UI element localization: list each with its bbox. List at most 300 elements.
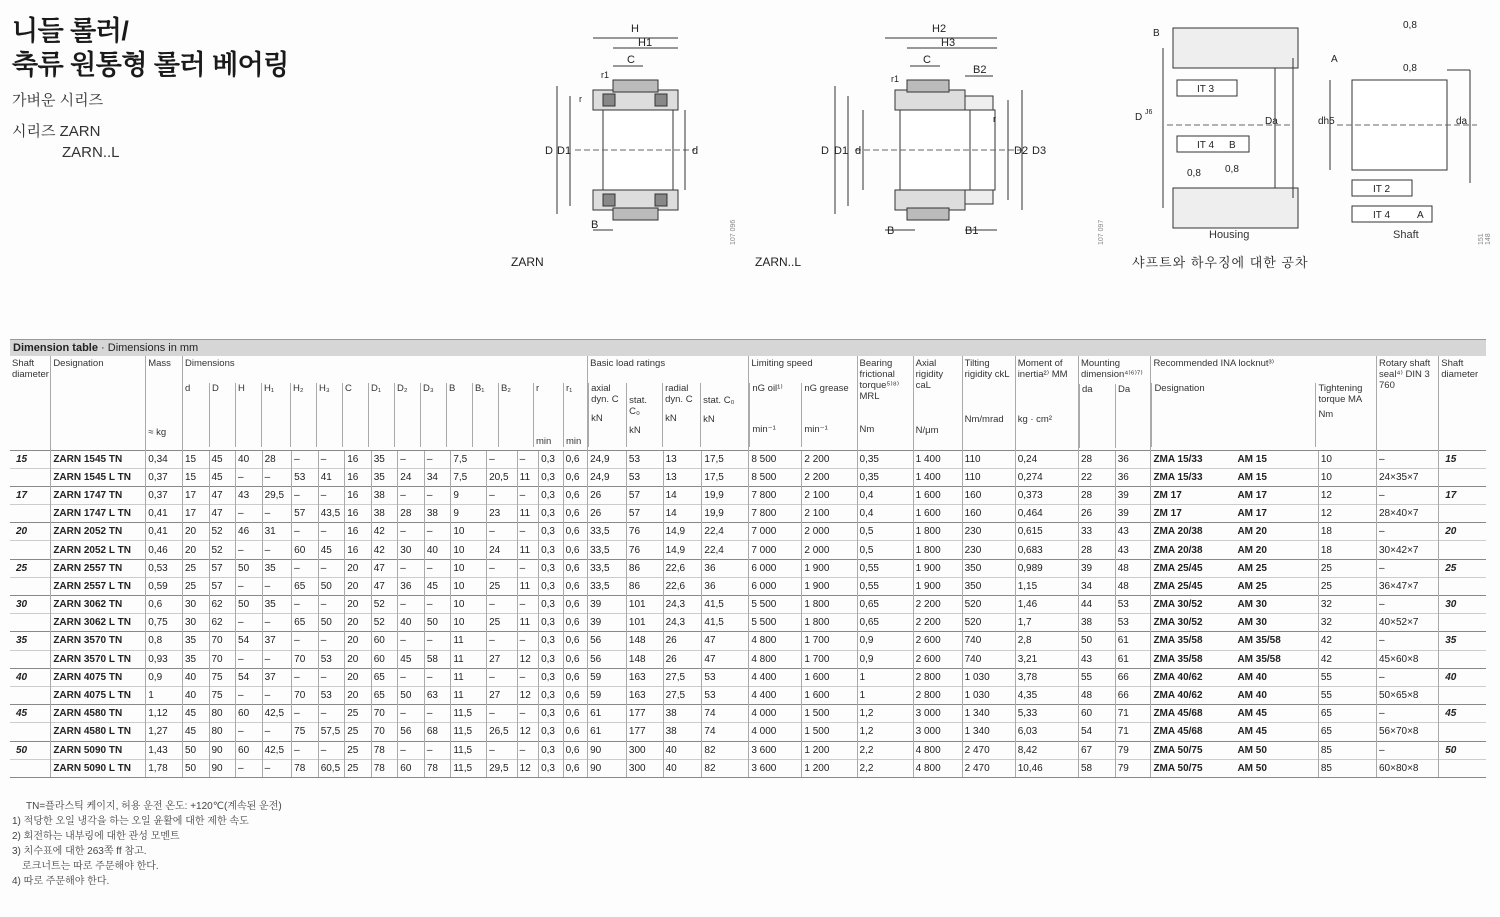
cell-H: – — [236, 614, 263, 632]
cell-cr: 14,9 — [663, 523, 702, 541]
cell-seal: – — [1377, 741, 1439, 759]
cell-Da: 53 — [1115, 614, 1151, 632]
cell-r: 0,3 — [539, 705, 563, 723]
cell-cal: 3 000 — [913, 723, 962, 741]
dim-header-label: r — [535, 383, 540, 394]
table-row — [10, 559, 1486, 577]
cell-D1: 78 — [371, 759, 398, 777]
dim-header-label: H₃ — [318, 383, 330, 394]
col-mass-label: Mass — [148, 358, 171, 369]
tol-label-dh5: dh5 — [1318, 116, 1335, 127]
cell-seal: 28×40×7 — [1377, 505, 1439, 523]
cell-mrl: 2,2 — [857, 741, 913, 759]
cell-ca: 90 — [588, 759, 627, 777]
cell-ma: 32 — [1318, 614, 1376, 632]
cell-grease: 1 200 — [802, 759, 857, 777]
cell-B2: 11 — [517, 614, 538, 632]
cell-ma: 25 — [1318, 559, 1376, 577]
cell-c0r: 41,5 — [702, 614, 749, 632]
cell-oil: 8 500 — [749, 450, 802, 468]
cell-mm: 0,989 — [1015, 559, 1078, 577]
cell-H3: 50 — [318, 577, 345, 595]
cell-B1: 24 — [487, 541, 518, 559]
zarnl-drawing — [815, 18, 1055, 240]
cell-mass: 0,46 — [146, 541, 183, 559]
cell-r1: 0,6 — [563, 705, 588, 723]
cell-ckl: 110 — [962, 468, 1015, 486]
cell-mm: 1,7 — [1015, 614, 1078, 632]
cell-mm: 10,46 — [1015, 759, 1078, 777]
cell-oil: 6 000 — [749, 559, 802, 577]
cell-r: 0,3 — [539, 596, 563, 614]
cell-ca: 33,5 — [588, 559, 627, 577]
cell-ma: 12 — [1318, 505, 1376, 523]
cell-D1: 47 — [371, 577, 398, 595]
cell-H: 40 — [236, 450, 263, 468]
cell-B: 7,5 — [451, 450, 487, 468]
cell-c0r: 47 — [702, 632, 749, 650]
cell-Da: 43 — [1115, 523, 1151, 541]
cell-d: 50 — [182, 741, 209, 759]
cell-H2: 70 — [292, 650, 319, 668]
cell-H1: – — [262, 759, 292, 777]
table-row — [10, 505, 1486, 523]
cell-seal: – — [1377, 486, 1439, 504]
cell-locknut-am: AM 40 — [1237, 671, 1267, 683]
cell-shaft — [10, 468, 51, 486]
cell-r1: 0,6 — [563, 650, 588, 668]
cell-cal: 1 600 — [913, 486, 962, 504]
cell-seal: 60×80×8 — [1377, 759, 1439, 777]
cell-D2: – — [398, 486, 425, 504]
cell-cr: 38 — [663, 723, 702, 741]
cell-B1: 20,5 — [487, 468, 518, 486]
cell-shaft2 — [1439, 541, 1486, 559]
cell-locknut-am: AM 50 — [1237, 744, 1267, 756]
cell-ckl: 1 030 — [962, 686, 1015, 704]
cell-da: 28 — [1078, 486, 1115, 504]
cell-mm: 1,15 — [1015, 577, 1078, 595]
footnote-tn: TN=플라스틱 케이지, 허용 운전 온도: +120℃(계속된 운전) — [26, 801, 282, 812]
footnote-2: 2) 회전하는 내부링에 대한 관성 모멘트 — [12, 831, 180, 842]
cell-H1: 42,5 — [262, 741, 292, 759]
cell-d: 20 — [182, 523, 209, 541]
cell-D3: 58 — [424, 650, 451, 668]
cell-cal: 2 200 — [913, 614, 962, 632]
cell-locknut-am: AM 35/58 — [1237, 635, 1281, 647]
table-row — [10, 596, 1486, 614]
cell-D: 90 — [209, 741, 236, 759]
zarnl-figure-label: ZARN..L — [755, 255, 802, 269]
cell-D1: 35 — [371, 450, 398, 468]
cell-cr: 26 — [663, 632, 702, 650]
tolerance-drawing-code: 151 148 — [1478, 233, 1492, 245]
cell-ma: 55 — [1318, 668, 1376, 686]
table-row — [10, 741, 1486, 759]
cell-mm: 0,683 — [1015, 541, 1078, 559]
table-row — [10, 723, 1486, 741]
cell-c0a: 177 — [626, 705, 663, 723]
cell-H2: – — [292, 559, 319, 577]
cell-B: 9 — [451, 505, 487, 523]
cell-B: 11,5 — [451, 705, 487, 723]
cell-D3: 63 — [424, 686, 451, 704]
cell-ckl: 350 — [962, 559, 1015, 577]
cell-ca: 24,9 — [588, 450, 627, 468]
cell-des: ZARN 2557 TN — [51, 559, 146, 577]
table-row — [10, 450, 1486, 468]
col-radial-stat — [700, 383, 746, 447]
cell-grease: 2 000 — [802, 523, 857, 541]
tolerance-drawing — [1125, 18, 1485, 243]
cell-r1: 0,6 — [563, 741, 588, 759]
cell-mrl: 0,35 — [857, 450, 913, 468]
col-moment — [1015, 356, 1078, 450]
cell-mass: 0,41 — [146, 523, 183, 541]
cell-grease: 1 600 — [802, 668, 857, 686]
cell-r1: 0,6 — [563, 486, 588, 504]
cell-D1: 70 — [371, 723, 398, 741]
cell-H1: – — [262, 723, 292, 741]
cell-d: 40 — [182, 686, 209, 704]
cell-mrl: 0,65 — [857, 596, 913, 614]
cell-da: 67 — [1078, 741, 1115, 759]
cell-shaft2: 50 — [1439, 741, 1486, 759]
cell-locknut-am: AM 45 — [1237, 708, 1267, 720]
dim-header-label: C — [344, 383, 352, 394]
cell-B1: – — [487, 450, 518, 468]
cell-ckl: 2 470 — [962, 759, 1015, 777]
cell-oil: 4 800 — [749, 632, 802, 650]
cell-grease: 2 200 — [802, 468, 857, 486]
dim-header-3 — [261, 383, 290, 447]
cell-locknut — [1151, 723, 1318, 741]
unit-nmum: N/μm — [915, 425, 939, 436]
cell-cr: 13 — [663, 468, 702, 486]
cell-C: 25 — [345, 723, 372, 741]
cell-locknut-zma: ZMA 25/45 — [1153, 580, 1203, 592]
cell-grease: 2 100 — [802, 505, 857, 523]
cell-locknut-am: AM 25 — [1237, 562, 1267, 574]
cell-c0a: 148 — [626, 632, 663, 650]
cell-D3: 34 — [424, 468, 451, 486]
col-axial-stat — [626, 383, 662, 447]
cell-H1: 35 — [262, 559, 292, 577]
cell-B: 11 — [451, 632, 487, 650]
cell-d: 30 — [182, 596, 209, 614]
cell-r: 0,3 — [539, 505, 563, 523]
cell-ma: 25 — [1318, 577, 1376, 595]
cell-H3: – — [318, 596, 345, 614]
cell-B2: 12 — [517, 723, 538, 741]
cell-B2: 12 — [517, 686, 538, 704]
zarnl-drawing-code: 107 097 — [1098, 219, 1105, 245]
subtitle: 가벼운 시리즈 — [12, 92, 104, 109]
dim-header-8 — [394, 383, 420, 447]
cell-seal: 30×42×7 — [1377, 541, 1439, 559]
cell-ma: 18 — [1318, 541, 1376, 559]
cell-H2: – — [292, 596, 319, 614]
dim-header-label: D₁ — [370, 383, 382, 394]
cell-des: ZARN 5090 TN — [51, 741, 146, 759]
col-tilting-rigidity — [962, 356, 1015, 450]
unit-nmmrad: Nm/mrad — [964, 414, 1004, 425]
col-radial-dyn-label: radial dyn. C — [665, 383, 693, 405]
cell-B2: 11 — [517, 541, 538, 559]
title-line-1: 니들 롤러/ — [12, 16, 129, 46]
cell-cal: 1 400 — [913, 450, 962, 468]
col-dimensions-label: Dimensions — [184, 358, 235, 369]
cell-D2: – — [398, 596, 425, 614]
series-label-l: ZARN..L — [62, 144, 120, 161]
cell-ckl: 520 — [962, 614, 1015, 632]
cell-C: 20 — [345, 632, 372, 650]
cell-H: – — [236, 577, 263, 595]
zarn-label-c: C — [627, 54, 635, 66]
cell-mrl: 0,55 — [857, 559, 913, 577]
cell-locknut-am: AM 17 — [1237, 489, 1267, 501]
cell-D: 52 — [209, 523, 236, 541]
cell-H1: 29,5 — [262, 486, 292, 504]
cell-ma: 42 — [1318, 632, 1376, 650]
cell-H3: 53 — [318, 650, 345, 668]
cell-shaft2: 17 — [1439, 486, 1486, 504]
cell-H3: 50 — [318, 614, 345, 632]
cell-c0a: 101 — [626, 614, 663, 632]
cell-da: 28 — [1078, 541, 1115, 559]
footnote-3b: 로크너트는 따로 주문해야 한다. — [22, 861, 159, 872]
cell-H: 50 — [236, 596, 263, 614]
locknut-subheaders — [1151, 383, 1376, 447]
cell-H1: 31 — [262, 523, 292, 541]
mounting-subheaders — [1079, 384, 1150, 448]
cell-grease: 1 700 — [802, 650, 857, 668]
cell-B1: 27 — [487, 650, 518, 668]
cell-c0a: 177 — [626, 723, 663, 741]
cell-shaft: 17 — [10, 486, 51, 504]
cell-da: 54 — [1078, 723, 1115, 741]
cell-r: 0,3 — [539, 741, 563, 759]
cell-H3: – — [318, 450, 345, 468]
zarnl-label-h3: H3 — [941, 37, 956, 49]
cell-locknut-am: AM 30 — [1237, 599, 1267, 611]
cell-ca: 39 — [588, 614, 627, 632]
cell-H2: 70 — [292, 686, 319, 704]
table-row — [10, 577, 1486, 595]
cell-ckl: 520 — [962, 596, 1015, 614]
cell-D3: – — [424, 596, 451, 614]
unit-kgcm2: kg · cm² — [1017, 414, 1052, 425]
zarn-label-d1: D1 — [557, 145, 572, 157]
cell-des: ZARN 3570 L TN — [51, 650, 146, 668]
dim-header-2 — [235, 383, 261, 447]
unit-kn-4: kN — [703, 414, 715, 425]
cell-locknut-am: AM 45 — [1237, 726, 1267, 738]
cell-c0r: 19,9 — [702, 505, 749, 523]
cell-locknut — [1151, 523, 1318, 541]
col-axial-dyn-label: axial dyn. C — [591, 383, 619, 405]
cell-cr: 26 — [663, 650, 702, 668]
cell-cr: 13 — [663, 450, 702, 468]
unit-min-2: min⁻¹ — [804, 424, 828, 435]
cell-mass: 0,9 — [146, 668, 183, 686]
dim-header-label: D — [211, 383, 219, 394]
cell-locknut-zma: ZMA 50/75 — [1153, 762, 1203, 774]
col-load-ratings — [588, 356, 749, 450]
col-axial-stat-label: stat. C₀ — [629, 395, 648, 417]
cell-B1: 29,5 — [487, 759, 518, 777]
cell-r: 0,3 — [539, 486, 563, 504]
cell-H2: 65 — [292, 577, 319, 595]
dim-header-label: d — [184, 383, 191, 394]
cell-mm: 6,03 — [1015, 723, 1078, 741]
cell-mrl: 0,9 — [857, 632, 913, 650]
load-subheaders — [588, 383, 748, 447]
cell-D: 45 — [209, 468, 236, 486]
cell-mm: 5,33 — [1015, 705, 1078, 723]
cell-ca: 33,5 — [588, 541, 627, 559]
cell-H: 43 — [236, 486, 263, 504]
cell-c0r: 22,4 — [702, 523, 749, 541]
cell-mass: 1 — [146, 686, 183, 704]
cell-D1: 65 — [371, 686, 398, 704]
cell-mrl: 1 — [857, 668, 913, 686]
cell-da: 60 — [1078, 705, 1115, 723]
unit-nm-1: Nm — [859, 424, 875, 435]
cell-D: 75 — [209, 686, 236, 704]
zarn-figure-label: ZARN — [511, 255, 544, 269]
cell-des: ZARN 2052 L TN — [51, 541, 146, 559]
cell-shaft — [10, 686, 51, 704]
cell-D: 80 — [209, 723, 236, 741]
cell-B: 10 — [451, 559, 487, 577]
cell-mass: 0,8 — [146, 632, 183, 650]
cell-B: 7,5 — [451, 468, 487, 486]
cell-D3: 50 — [424, 614, 451, 632]
cell-locknut — [1151, 596, 1318, 614]
cell-r: 0,3 — [539, 723, 563, 741]
table-heading-rest: · Dimensions in mm — [97, 342, 199, 354]
zarnl-label-c: C — [923, 54, 931, 66]
cell-H: 54 — [236, 668, 263, 686]
tol-label-b-ref: B — [1153, 28, 1160, 39]
cell-cal: 2 200 — [913, 596, 962, 614]
cell-shaft2: 25 — [1439, 559, 1486, 577]
cell-ckl: 1 340 — [962, 705, 1015, 723]
cell-ckl: 1 030 — [962, 668, 1015, 686]
col-radial-stat-label: stat. C₀ — [703, 395, 735, 406]
cell-c0a: 300 — [626, 759, 663, 777]
cell-r: 0,3 — [539, 541, 563, 559]
col-radial-dyn — [662, 383, 700, 447]
table-row — [10, 632, 1486, 650]
cell-r1: 0,6 — [563, 759, 588, 777]
cell-mrl: 0,65 — [857, 614, 913, 632]
cell-H3: – — [318, 668, 345, 686]
cell-shaft: 40 — [10, 668, 51, 686]
cell-locknut-am: AM 35/58 — [1237, 653, 1281, 665]
cell-ca: 56 — [588, 632, 627, 650]
cell-B1: 25 — [487, 577, 518, 595]
cell-r: 0,3 — [539, 577, 563, 595]
cell-c0a: 76 — [626, 523, 663, 541]
cell-grease: 1 200 — [802, 741, 857, 759]
cell-r: 0,3 — [539, 668, 563, 686]
cell-oil: 3 600 — [749, 741, 802, 759]
cell-mrl: 2,2 — [857, 759, 913, 777]
cell-Da: 61 — [1115, 632, 1151, 650]
cell-B: 10 — [451, 541, 487, 559]
cell-D: 62 — [209, 614, 236, 632]
zarn-label-h: H — [631, 23, 639, 35]
table-row — [10, 468, 1486, 486]
col-locknut — [1151, 356, 1377, 450]
cell-locknut-zma: ZMA 35/58 — [1153, 635, 1203, 647]
cell-da: 22 — [1078, 468, 1115, 486]
cell-mm: 0,464 — [1015, 505, 1078, 523]
cell-B2: – — [517, 705, 538, 723]
col-shaft: Shaft diameter — [12, 358, 49, 380]
cell-oil: 8 500 — [749, 468, 802, 486]
cell-Da: 43 — [1115, 541, 1151, 559]
cell-B1: – — [487, 632, 518, 650]
cell-r: 0,3 — [539, 614, 563, 632]
cell-H1: – — [262, 614, 292, 632]
cell-B2: – — [517, 668, 538, 686]
cell-C: 20 — [345, 686, 372, 704]
cell-oil: 5 500 — [749, 596, 802, 614]
cell-oil: 3 600 — [749, 759, 802, 777]
cell-H: – — [236, 468, 263, 486]
cell-cal: 4 800 — [913, 741, 962, 759]
cell-des: ZARN 2557 L TN — [51, 577, 146, 595]
zarnl-label-b2: B2 — [973, 64, 987, 76]
cell-shaft — [10, 505, 51, 523]
cell-locknut-zma: ZMA 40/62 — [1153, 690, 1203, 702]
cell-Da: 66 — [1115, 686, 1151, 704]
cell-mrl: 0,4 — [857, 486, 913, 504]
col-axial-dyn — [588, 383, 626, 447]
cell-r1: 0,6 — [563, 559, 588, 577]
cell-c0a: 148 — [626, 650, 663, 668]
cell-oil: 7 800 — [749, 505, 802, 523]
cell-c0a: 300 — [626, 741, 663, 759]
cell-oil: 7 000 — [749, 541, 802, 559]
cell-shaft — [10, 650, 51, 668]
cell-r1: 0,6 — [563, 541, 588, 559]
cell-r1: 0,6 — [563, 505, 588, 523]
cell-C: 16 — [345, 486, 372, 504]
cell-da: 44 — [1078, 596, 1115, 614]
cell-shaft2: 30 — [1439, 596, 1486, 614]
cell-shaft: 35 — [10, 632, 51, 650]
cell-shaft2: 15 — [1439, 450, 1486, 468]
cell-H1: – — [262, 650, 292, 668]
cell-locknut — [1151, 632, 1318, 650]
table-row — [10, 759, 1486, 777]
cell-H3: – — [318, 632, 345, 650]
cell-ckl: 1 340 — [962, 723, 1015, 741]
cell-H1: – — [262, 505, 292, 523]
cell-d: 15 — [182, 450, 209, 468]
cell-locknut-zma: ZMA 30/52 — [1153, 599, 1203, 611]
cell-D1: 38 — [371, 486, 398, 504]
cell-D3: – — [424, 523, 451, 541]
cell-D2: 28 — [398, 505, 425, 523]
zarnl-label-d-outer: D — [821, 145, 829, 157]
col-friction — [857, 356, 913, 450]
cell-seal: 56×70×8 — [1377, 723, 1439, 741]
